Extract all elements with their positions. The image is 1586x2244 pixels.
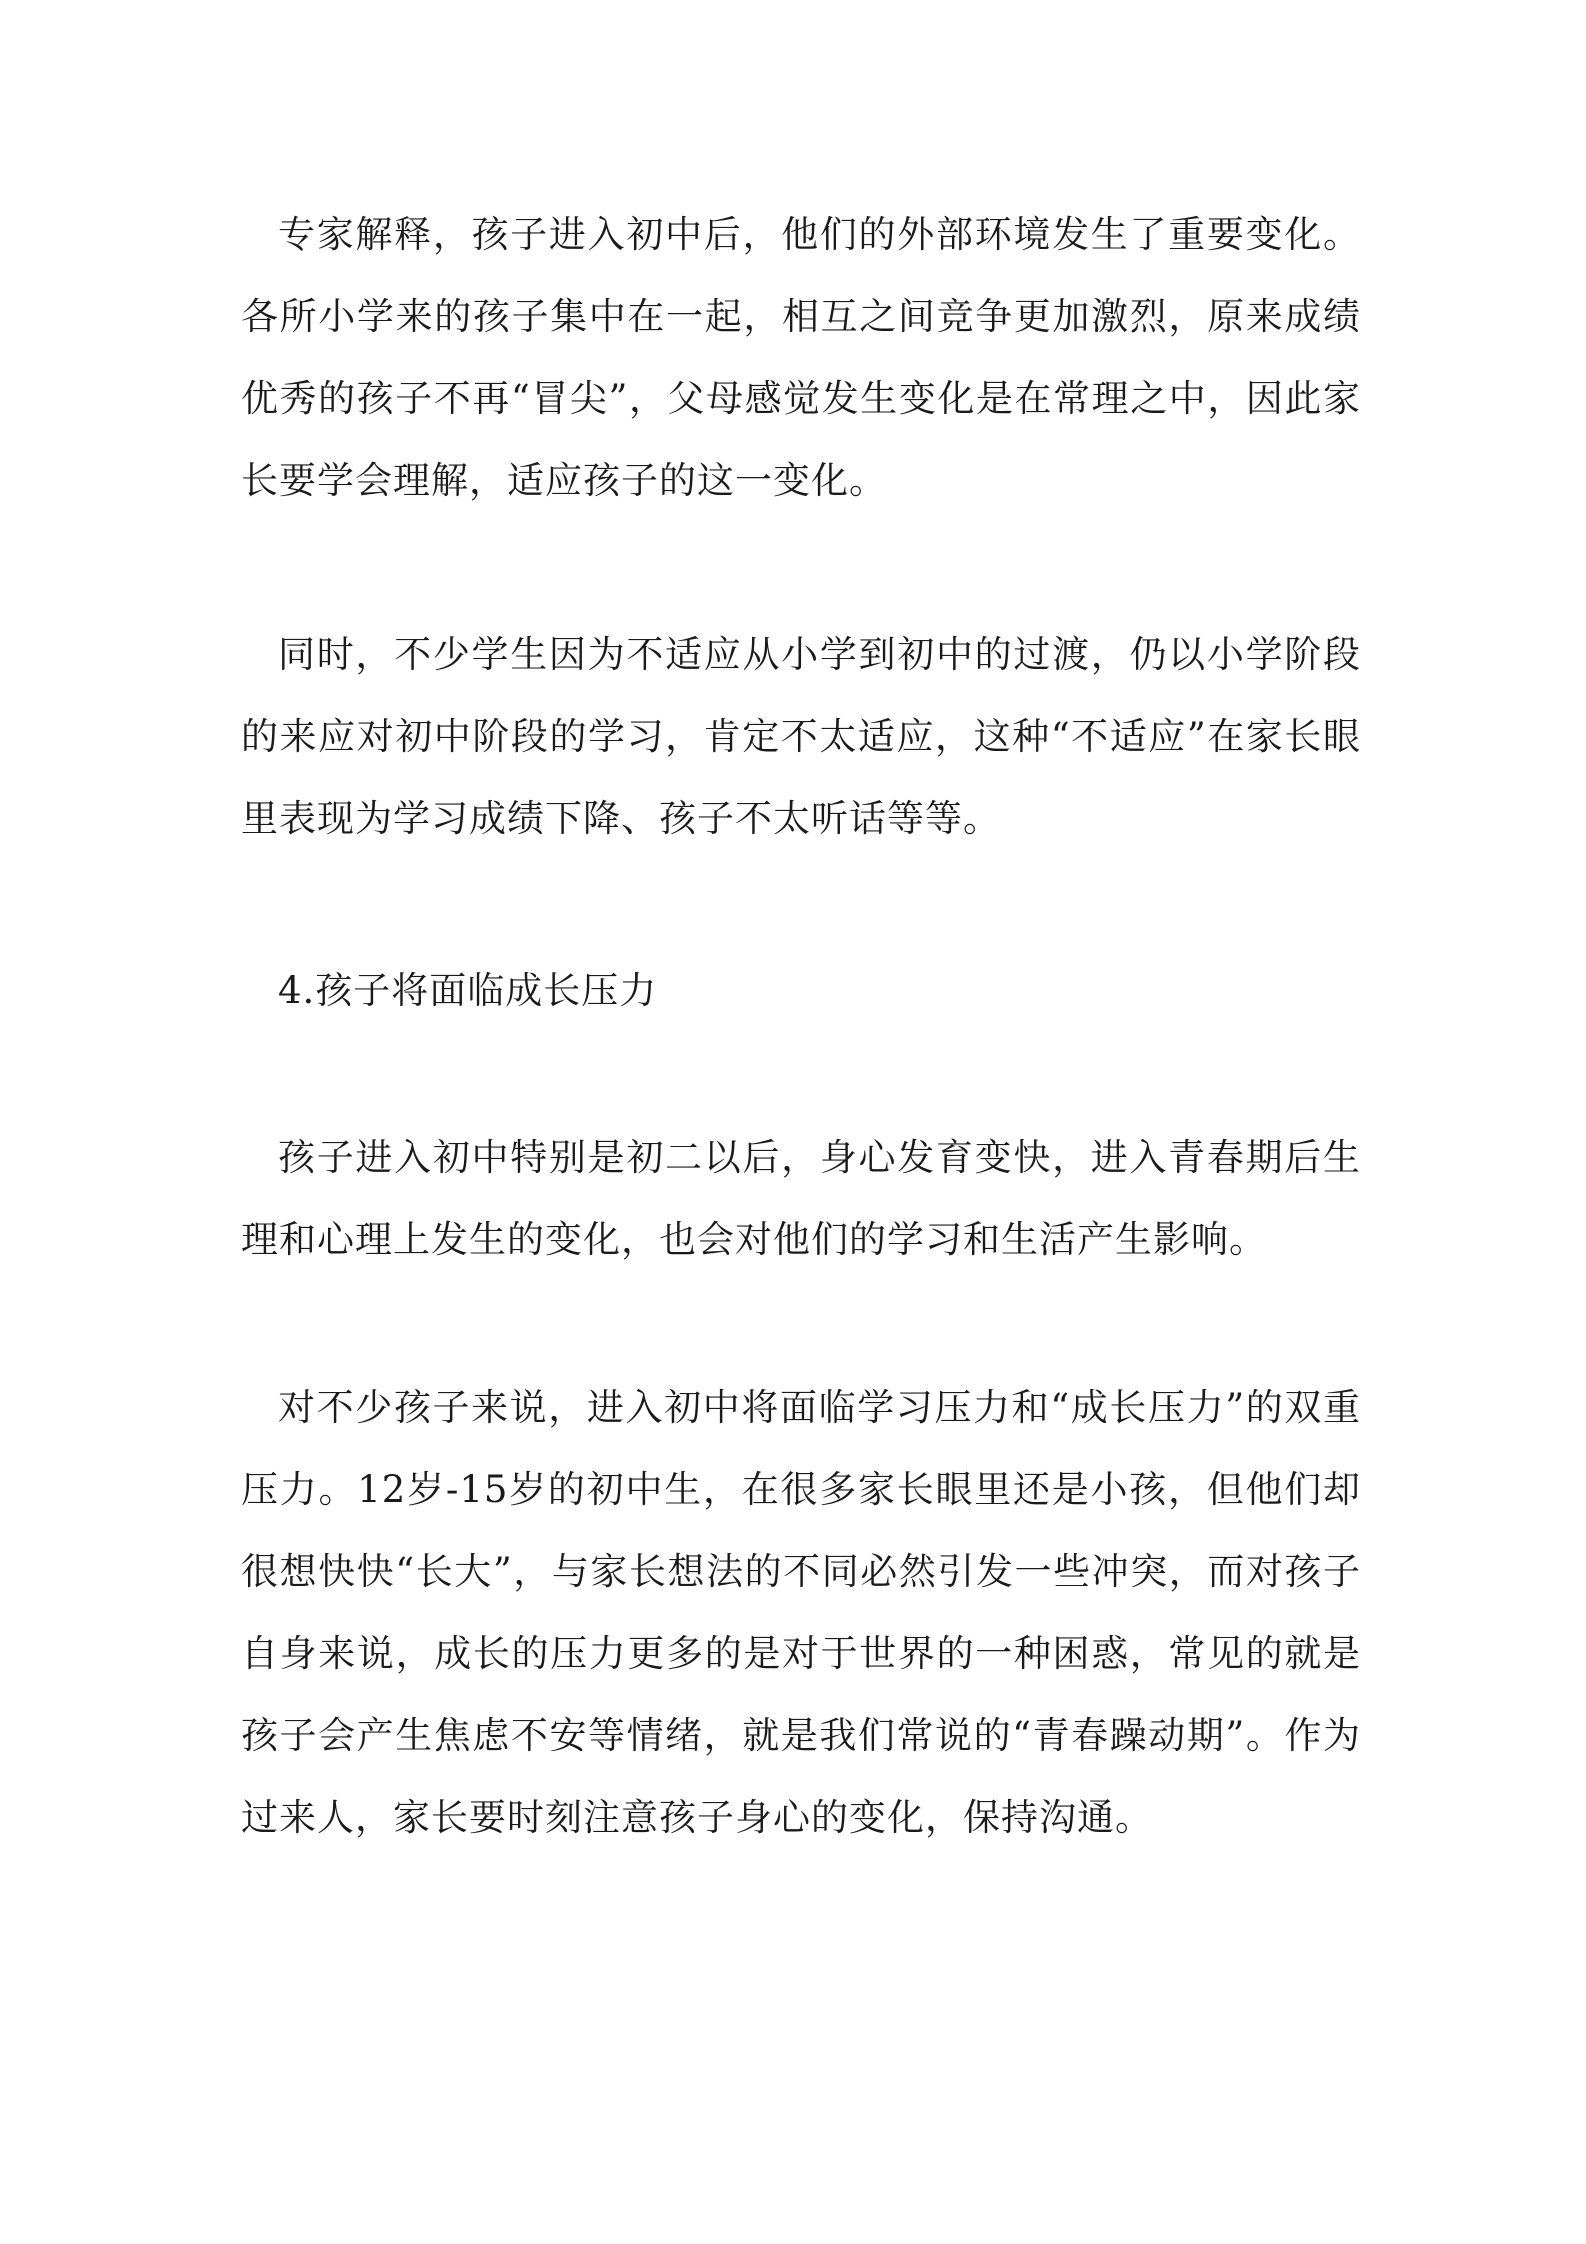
section-heading-growth-pressure: 4.孩子将面临成长压力 bbox=[278, 969, 658, 1012]
paragraph-expert-explanation: 专家解释，孩子进入初中后，他们的外部环境发生了重要变化。各所小学来的孩子集中在一起，相互之间竞争更加激烈，原来成绩优秀的孩子不再“冒尖”，父母感觉发生变化是在常理之中，因此家长要学会理解，适应孩子的这一变化。 bbox=[241, 213, 1361, 502]
paragraph-dual-pressure: 对不少孩子来说，进入初中将面临学习压力和“成长压力”的双重压力。12岁-15岁的初中生，在很多家长眼里还是小孩，但他们却很想快快“长大”，与家长想法的不同必然引发一些冲突，而对孩子自身来说，成长的压力更多的是对于世界的一种困惑，常见的就是孩子会产生焦虑不安等情绪，就是我们常说的“青春躁动期”。作为过来人，家长要时刻注意孩子身心的变化，保持沟通。 bbox=[241, 1386, 1361, 1839]
paragraph-transition-adaptation: 同时，不少学生因为不适应从小学到初中的过渡，仍以小学阶段的来应对初中阶段的学习，肯定不太适应，这种“不适应”在家长眼里表现为学习成绩下降、孩子不太听话等等。 bbox=[241, 633, 1361, 840]
paragraph-puberty-changes: 孩子进入初中特别是初二以后，身心发育变快，进入青春期后生理和心理上发生的变化，也会对他们的学习和生活产生影响。 bbox=[241, 1136, 1361, 1261]
